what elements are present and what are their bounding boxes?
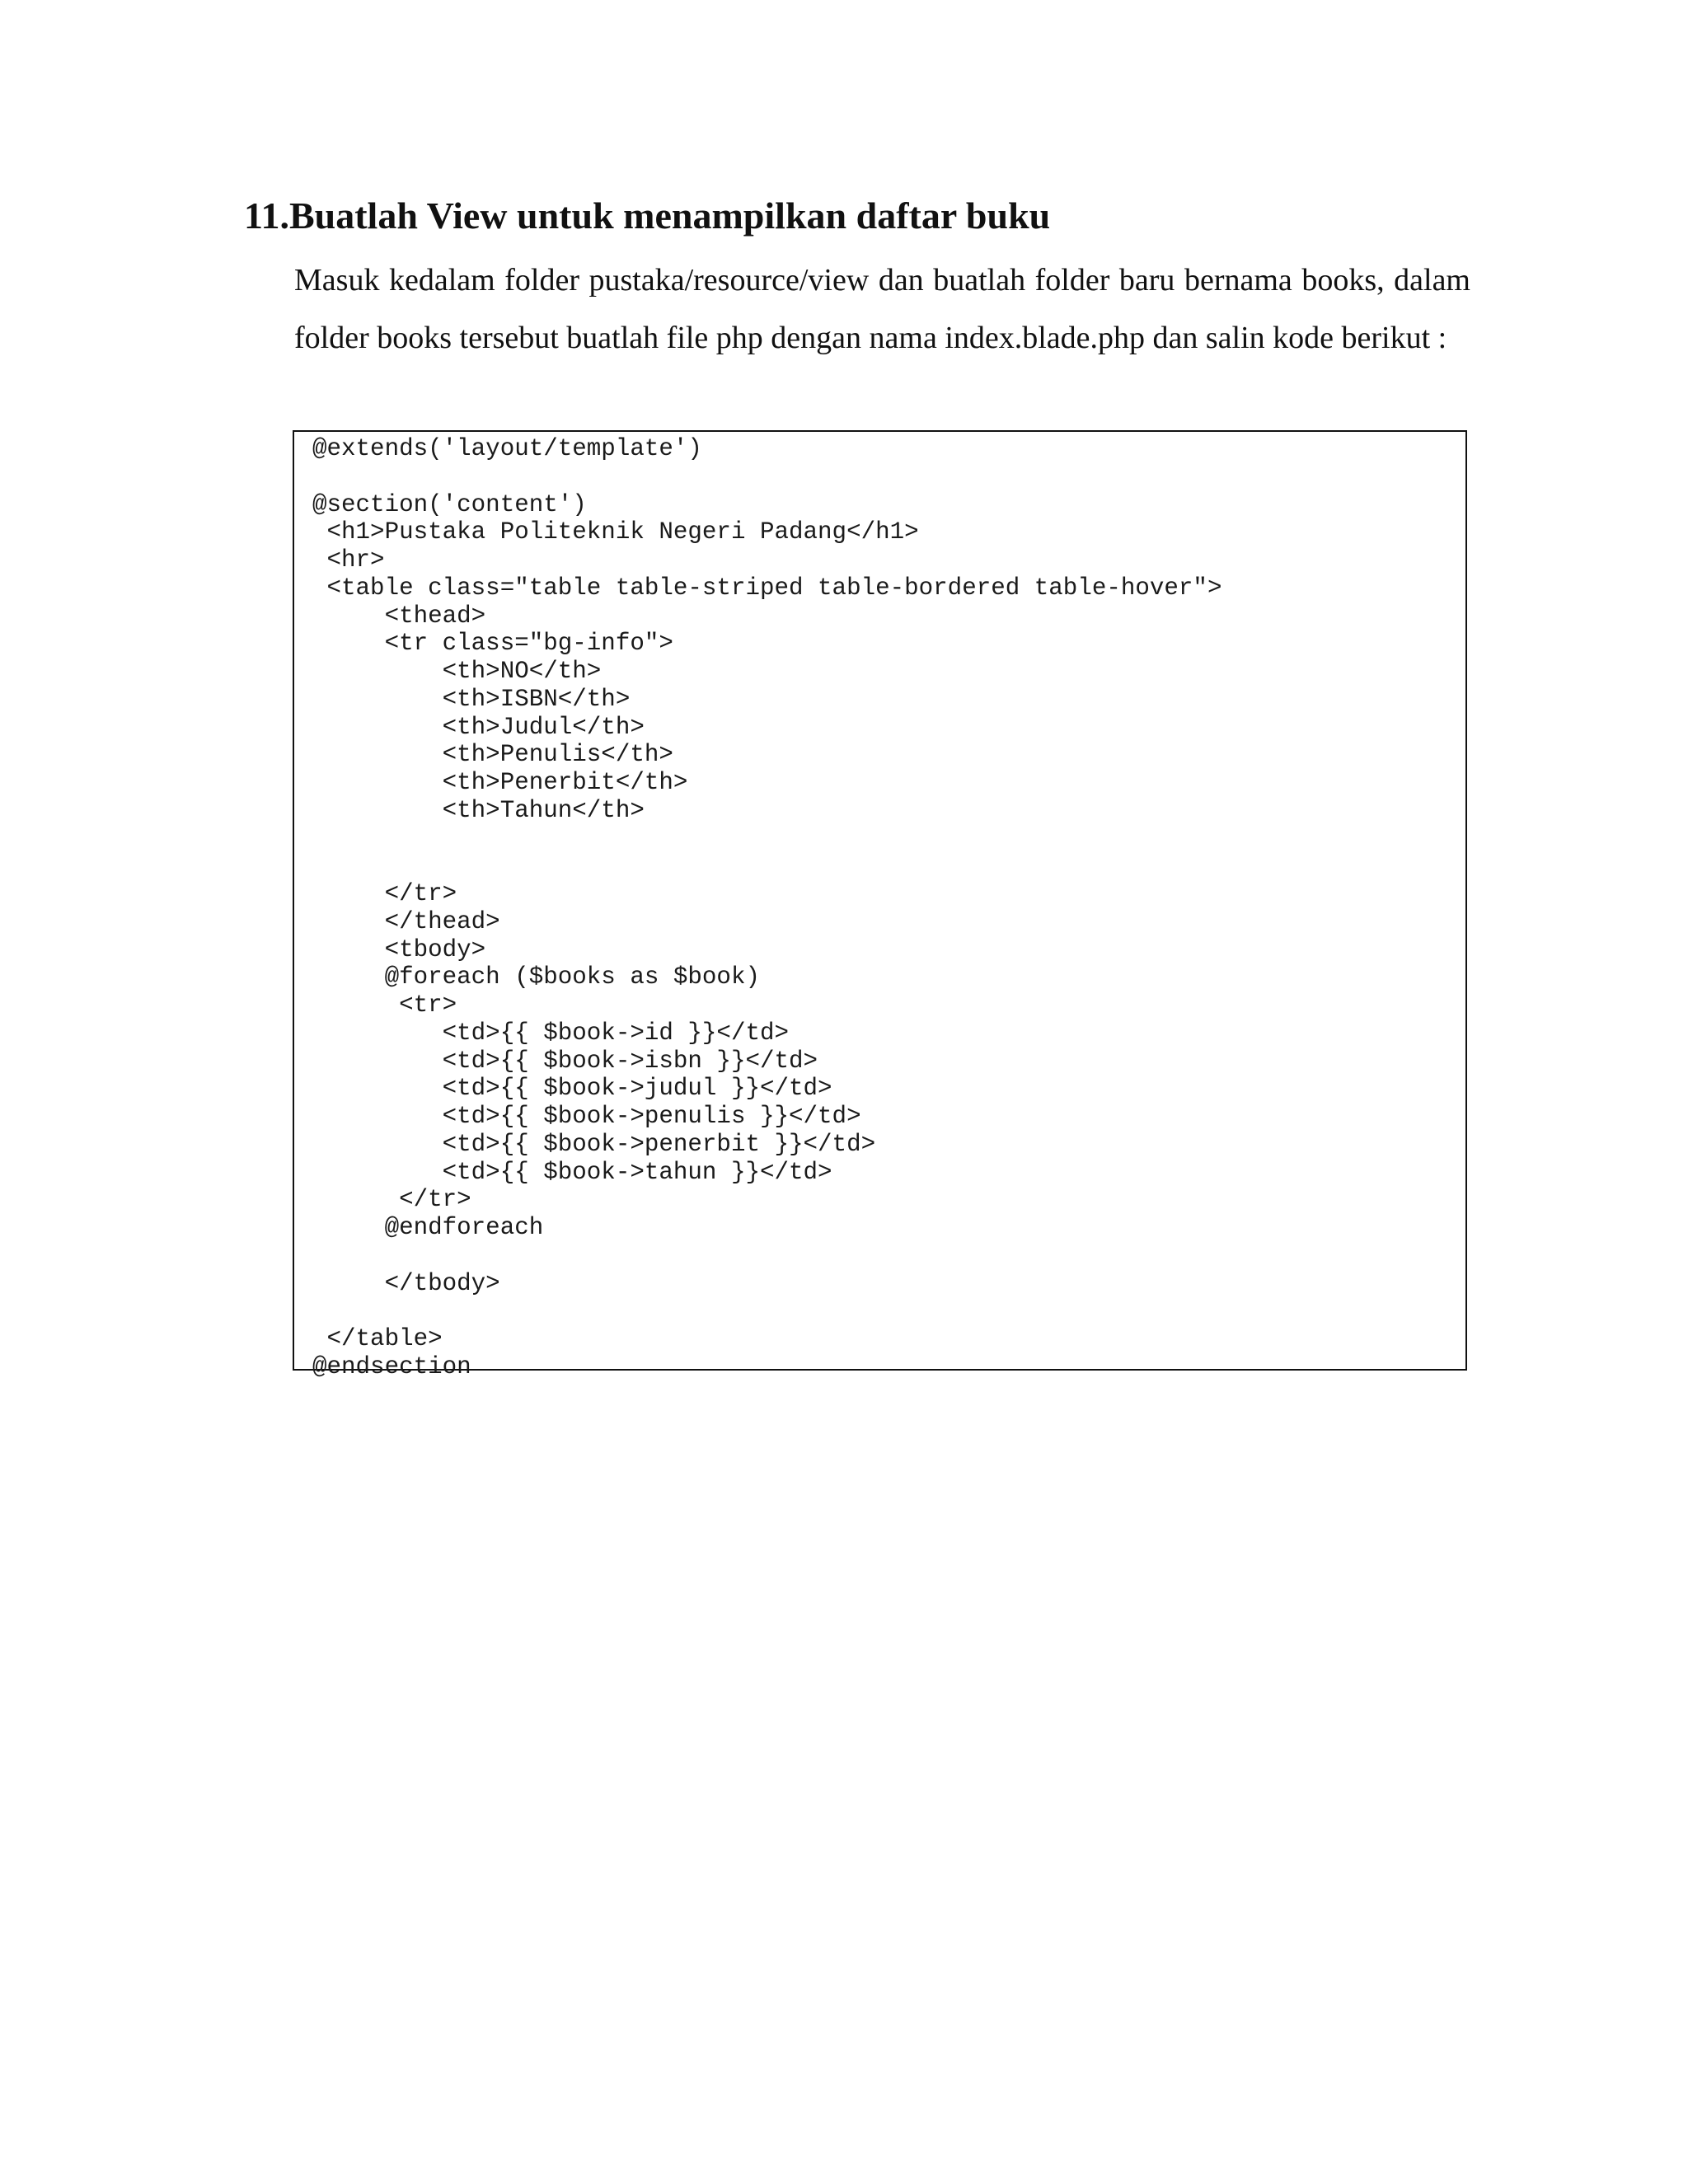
code-line: <tr class="bg-info"> xyxy=(312,630,673,658)
code-line: </tr> xyxy=(312,880,457,907)
code-line: </tr> xyxy=(312,1186,471,1214)
code-line: </tbody> xyxy=(312,1269,500,1297)
code-line: @endsection xyxy=(312,1352,471,1380)
code-line: </thead> xyxy=(312,907,500,935)
code-line: <th>NO</th> xyxy=(312,658,602,685)
code-line: </table> xyxy=(312,1325,443,1352)
code-line: <h1>Pustaka Politeknik Negeri Padang</h1> xyxy=(312,518,919,546)
code-line: <table class="table table-striped table-bordered table-hover"> xyxy=(312,574,1222,602)
code-line: <th>ISBN</th> xyxy=(312,685,631,713)
code-line: <thead> xyxy=(312,602,486,630)
code-line: <td>{{ $book->penerbit }}</td> xyxy=(312,1130,876,1158)
code-line: <hr> xyxy=(312,546,385,574)
code-line: <th>Judul</th> xyxy=(312,713,645,741)
code-line: <td>{{ $book->penulis }}</td> xyxy=(312,1103,861,1130)
code-line: <td>{{ $book->judul }}</td> xyxy=(312,1075,832,1103)
section-title: Buatlah View untuk menampilkan daftar buku xyxy=(288,194,1051,237)
code-line: <tr> xyxy=(312,991,457,1019)
code-line: <td>{{ $book->id }}</td> xyxy=(312,1019,790,1047)
instruction-paragraph: Masuk kedalam folder pustaka/resource/view dan buatlah folder baru bernama books, dalam folder books tersebut buatlah file php dengan nama index.blade.php dan salin kode berikut : xyxy=(294,263,1470,355)
code-line: <th>Penerbit</th> xyxy=(312,769,688,796)
section-number: 11. xyxy=(244,194,289,237)
section-heading xyxy=(244,191,1050,241)
code-line: <th>Tahun</th> xyxy=(312,796,645,824)
code-line: <td>{{ $book->tahun }}</td> xyxy=(312,1158,832,1186)
code-line: @extends('layout/template') xyxy=(312,435,702,462)
code-line: @section('content') xyxy=(312,490,587,518)
code-line: <tbody> xyxy=(312,935,486,963)
code-line: <th>Penulis</th> xyxy=(312,741,673,769)
code-line: @foreach ($books as $book) xyxy=(312,963,760,991)
code-listing xyxy=(312,435,1221,1381)
code-line: <td>{{ $book->isbn }}</td> xyxy=(312,1047,818,1075)
code-block xyxy=(293,430,1467,1380)
code-line: @endforeach xyxy=(312,1214,544,1241)
